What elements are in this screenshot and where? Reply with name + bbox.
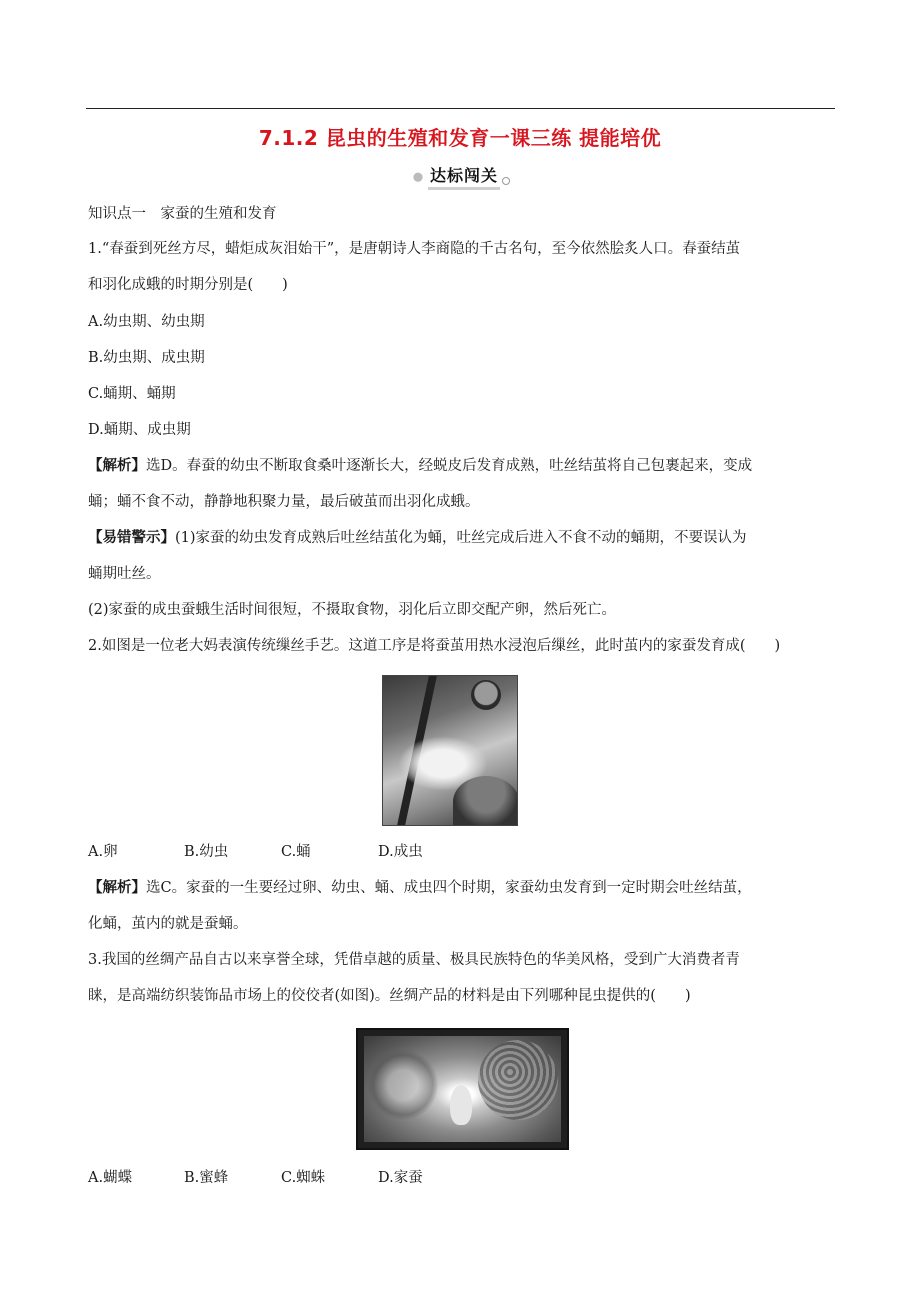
q1-option-a: A.幼虫期、幼虫期 [88, 314, 205, 330]
q3-options [88, 1168, 423, 1188]
silk-reeling-photo [382, 675, 518, 826]
white-bird-shape [450, 1085, 472, 1125]
left-peacock-shape [368, 1050, 438, 1120]
knowledge-point-heading: 知识点一 家蚕的生殖和发育 [88, 206, 277, 222]
badge-dot-icon [502, 177, 510, 185]
badge-ornament-icon [410, 170, 426, 182]
section-badge [404, 165, 516, 187]
silk-peacock-embroidery-photo [356, 1028, 569, 1150]
q1-analysis-label: 【解析】 [88, 457, 146, 474]
woman-figure-shape [471, 680, 501, 710]
q3-option-b: B.蜜蜂 [184, 1170, 229, 1186]
page-title: 7.1.2 昆虫的生殖和发育一课三练 提能培优 [258, 126, 662, 150]
q2-analysis-line1 [88, 878, 752, 898]
q2-options [88, 842, 423, 862]
q1-warning-line1 [88, 528, 747, 548]
q1-warning-line3: (2)家蚕的成虫蚕蛾生活时间很短，不摄取食物，羽化后立即交配产卵，然后死亡。 [88, 602, 617, 618]
q1-warning-label: 【易错警示】 [88, 529, 175, 546]
q1-stem-line1: 1.“春蚕到死丝方尽，蜡炬成灰泪始干”，是唐朝诗人李商隐的千古名句，至今依然脍炙人口。春蚕结茧 [88, 241, 741, 257]
q1-warning-line2: 蛹期吐丝。 [88, 566, 161, 582]
q2-option-a: A.卵 [88, 844, 118, 860]
q2-option-b: B.幼虫 [184, 844, 229, 860]
q2-analysis-line2: 化蛹，茧内的就是蚕蛹。 [88, 916, 248, 932]
q1-analysis-line1 [88, 456, 752, 476]
q1-analysis-text: 选D。春蚕的幼虫不断取食桑叶逐渐长大，经蜕皮后发育成熟，吐丝结茧将自己包裹起来，变成 [146, 458, 753, 474]
q1-analysis-line2: 蛹；蛹不食不动，静静地积聚力量，最后破茧而出羽化成蛾。 [88, 494, 480, 510]
q3-option-a: A.蝴蝶 [88, 1170, 133, 1186]
q2-analysis-label: 【解析】 [88, 879, 146, 896]
header-rule [86, 108, 835, 109]
right-peacock-shape [478, 1040, 558, 1120]
q3-stem-line2: 睐，是高端纺织装饰品市场上的佼佼者(如图)。丝绸产品的材料是由下列哪种昆虫提供的( ) [88, 988, 691, 1004]
q2-option-d: D.成虫 [378, 844, 423, 860]
pot-shape [453, 776, 518, 826]
q2-stem-line1: 2.如图是一位老大妈表演传统缫丝手艺。这道工序是将蚕茧用热水浸泡后缫丝，此时茧内的家蚕发育成( ) [88, 638, 781, 654]
q3-option-c: C.蜘蛛 [281, 1170, 326, 1186]
q3-option-d: D.家蚕 [378, 1170, 423, 1186]
section-badge-label: 达标闯关 [428, 163, 500, 190]
q1-warning-text: (1)家蚕的幼虫发育成熟后吐丝结茧化为蛹，吐丝完成后进入不食不动的蛹期，不要误认为 [175, 530, 747, 546]
q2-analysis-text: 选C。家蚕的一生要经过卵、幼虫、蛹、成虫四个时期，家蚕幼虫发育到一定时期会吐丝结茧， [146, 880, 752, 896]
q1-option-d: D.蛹期、成虫期 [88, 422, 191, 438]
q2-option-c: C.蛹 [281, 844, 311, 860]
q1-option-c: C.蛹期、蛹期 [88, 386, 176, 402]
q1-stem-line2: 和羽化成蛾的时期分别是( ) [88, 277, 288, 293]
q1-option-b: B.幼虫期、成虫期 [88, 350, 205, 366]
q3-stem-line1: 3.我国的丝绸产品自古以来享誉全球，凭借卓越的质量、极具民族特色的华美风格，受到广大消费者青 [88, 952, 740, 968]
